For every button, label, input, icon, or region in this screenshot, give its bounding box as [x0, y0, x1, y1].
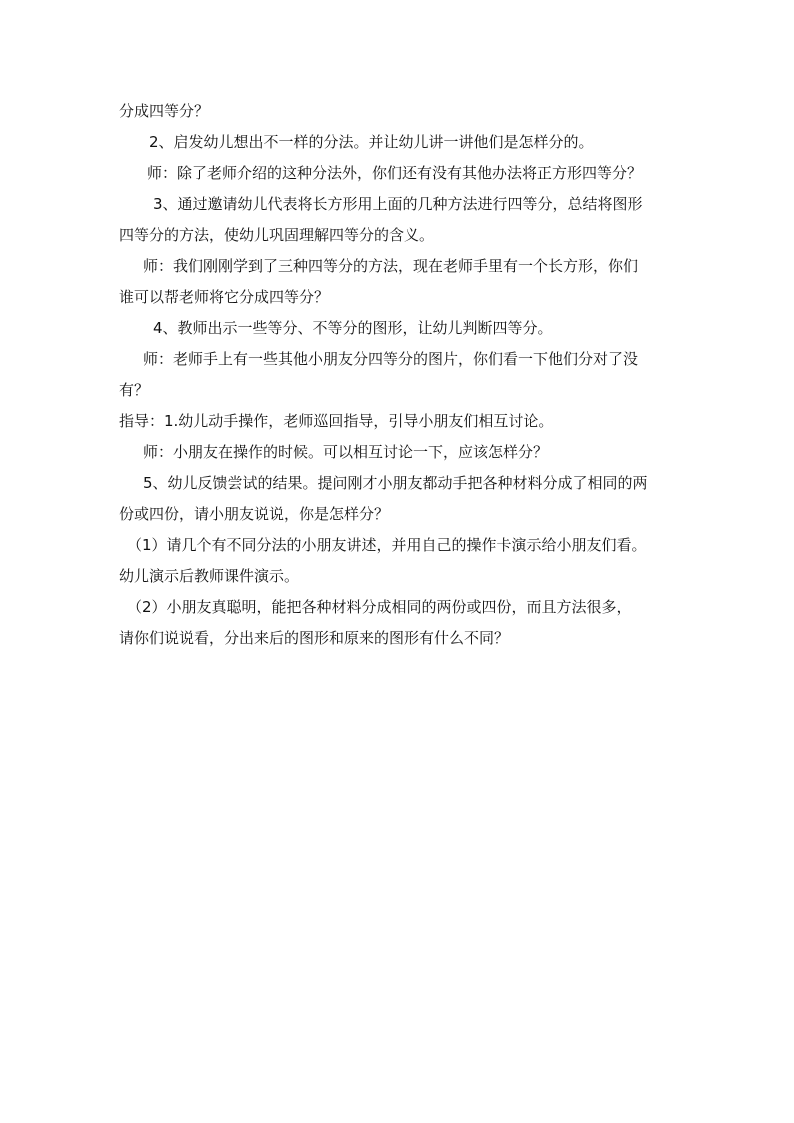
paragraph-line: 5、幼儿反馈尝试的结果。提问刚才小朋友都动手把各种材料分成了相同的两 — [143, 474, 648, 492]
paragraph-line: 师：老师手上有一些其他小朋友分四等分的图片，你们看一下他们分对了没 — [143, 350, 639, 368]
paragraph-line: 3、通过邀请幼儿代表将长方形用上面的几种方法进行四等分，总结将图形 — [153, 195, 643, 213]
paragraph-line: 有？ — [119, 381, 150, 399]
document-body — [119, 96, 679, 654]
paragraph-line: （2）小朋友真聪明，能把各种材料分成相同的两份或四份，而且方法很多， — [127, 598, 632, 616]
paragraph-line: 2、启发幼儿想出不一样的分法。并让幼儿讲一讲他们是怎样分的。 — [149, 133, 594, 151]
paragraph-line: 师：我们刚刚学到了三种四等分的方法，现在老师手里有一个长方形，你们 — [143, 257, 639, 275]
paragraph-line: 谁可以帮老师将它分成四等分？ — [119, 288, 330, 306]
paragraph-line: 幼儿演示后教师课件演示。 — [119, 567, 300, 585]
paragraph-line: 请你们说说看，分出来后的图形和原来的图形有什么不同？ — [119, 629, 510, 647]
paragraph-line: 师：除了老师介绍的这种分法外，你们还有没有其他办法将正方形四等分？ — [147, 164, 643, 182]
paragraph-line: 分成四等分？ — [119, 102, 210, 120]
paragraph-line: 指导：1.幼儿动手操作，老师巡回指导，引导小朋友们相互讨论。 — [119, 412, 554, 430]
paragraph-line: 份或四份，请小朋友说说，你是怎样分？ — [119, 505, 390, 523]
paragraph-line: 师：小朋友在操作的时候。可以相互讨论一下，应该怎样分？ — [143, 443, 549, 461]
paragraph-line: （1）请几个有不同分法的小朋友讲述，并用自己的操作卡演示给小朋友们看。 — [127, 536, 647, 554]
paragraph-line: 四等分的方法，使幼儿巩固理解四等分的含义。 — [119, 226, 435, 244]
paragraph-line: 4、教师出示一些等分、不等分的图形，让幼儿判断四等分。 — [153, 319, 553, 337]
